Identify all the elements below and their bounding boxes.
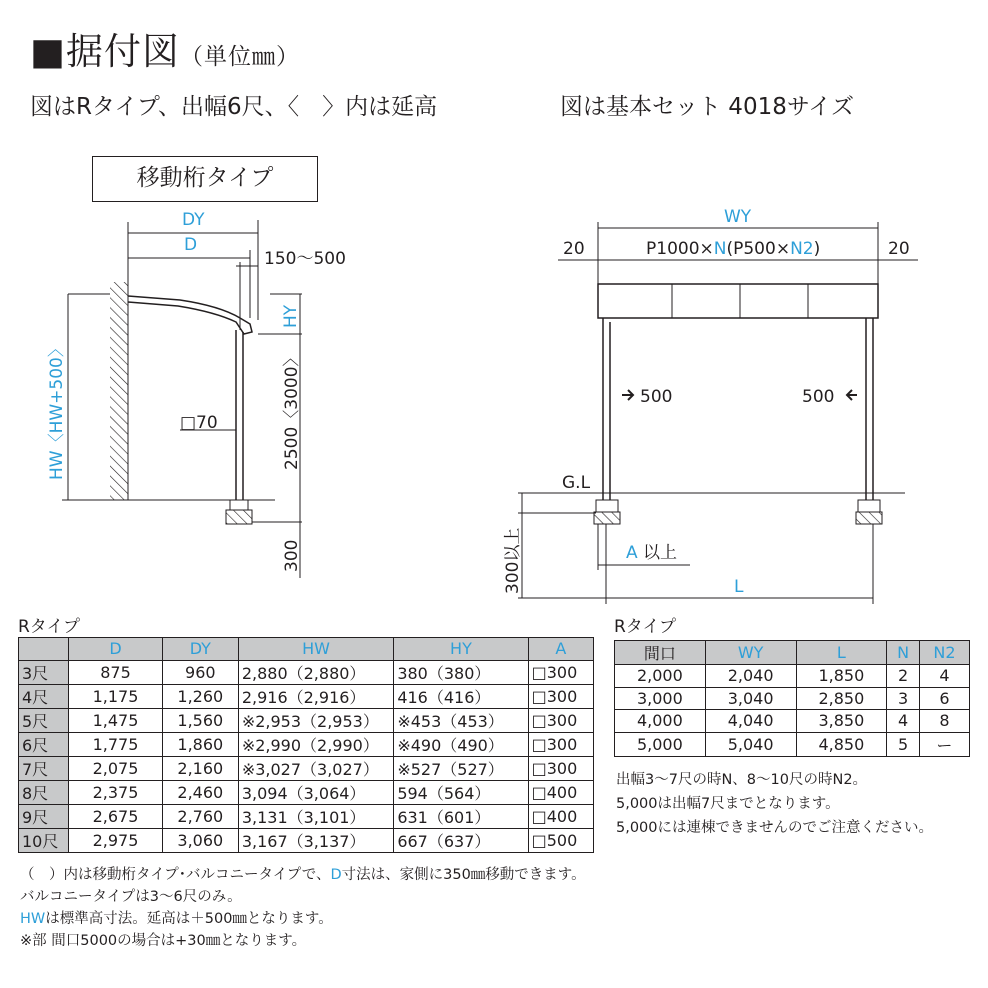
roof-panel	[598, 284, 878, 318]
post-label: □70	[180, 413, 218, 433]
table-cell: 380（380）	[394, 660, 528, 684]
row-label: 4尺	[19, 684, 69, 708]
table-cell: 3,060	[162, 828, 238, 852]
table-cell: ※490（490）	[394, 732, 528, 756]
hw-label: HW〈HW+500〉	[47, 340, 67, 480]
table-cell: 4,000	[615, 710, 706, 733]
table-row	[615, 710, 970, 733]
table2-caption: Rタイプ	[614, 617, 676, 637]
table-cell: 1,260	[162, 684, 238, 708]
table-header-cell: L	[796, 641, 887, 665]
table-cell: 2,850	[796, 687, 887, 710]
note-right-2: 5,000は出幅7尺までとなります。	[616, 796, 840, 812]
table-row	[19, 780, 594, 804]
subtitle-left: 図はRタイプ、出幅6尺、〈 〉内は延高	[30, 94, 438, 120]
table-cell: ※527（527）	[394, 756, 528, 780]
roof-profile	[128, 296, 252, 334]
table-cell: □300	[528, 732, 593, 756]
table-header-cell: N	[887, 641, 920, 665]
range-label: 150〜500	[264, 249, 346, 269]
table-cell: 5,000	[615, 732, 706, 756]
table-cell: 3,167（3,137）	[238, 828, 394, 852]
table-cell: 2,460	[162, 780, 238, 804]
table-row	[19, 828, 594, 852]
arrow-left-value: 500	[640, 387, 673, 407]
foundation	[226, 510, 252, 524]
note-left-4: ※部 間口5000の場合は+30㎜となります。	[20, 933, 307, 949]
note-right-1: 出幅3〜7尺の時N、8〜10尺の時N2。	[616, 772, 868, 788]
table-cell: □300	[528, 708, 593, 732]
a-label: A 以上	[626, 543, 678, 563]
depth-label: 300以上	[503, 527, 523, 594]
table-header-cell: 間口	[615, 641, 706, 665]
table-cell: 8	[919, 710, 969, 733]
table-cell: 2,916（2,916）	[238, 684, 394, 708]
table-header-cell: HW	[238, 638, 394, 661]
base-label: 300	[282, 539, 302, 572]
table-cell: 2,000	[615, 665, 706, 688]
dy-label: DY	[182, 210, 205, 230]
table-cell: 2,675	[69, 804, 163, 828]
table-cell: 1,860	[162, 732, 238, 756]
d-label: D	[184, 235, 198, 255]
table-header-cell: WY	[705, 641, 796, 665]
table-cell: ※2,953（2,953）	[238, 708, 394, 732]
wall-hatch	[110, 282, 128, 500]
table-header-cell: D	[69, 638, 163, 661]
right-20-label: 20	[888, 239, 910, 259]
table-cell: 3,850	[796, 710, 887, 733]
table-cell: 4	[919, 665, 969, 688]
table-cell: 631（601）	[394, 804, 528, 828]
hy-label: HY	[281, 304, 301, 328]
table-header-row	[19, 638, 594, 661]
table-cell: 2,975	[69, 828, 163, 852]
table-cell: 5,040	[705, 732, 796, 756]
table-cell: □300	[528, 756, 593, 780]
table-header-cell: A	[528, 638, 593, 661]
note-left-3: HWは標準高寸法。延高は＋500㎜となります。	[20, 911, 333, 927]
row-label: 9尺	[19, 804, 69, 828]
table-cell: 875	[69, 660, 163, 684]
title-text: ■据付図	[30, 30, 180, 73]
table-cell: 594（564）	[394, 780, 528, 804]
table-cell: ※3,027（3,027）	[238, 756, 394, 780]
table-header-cell: HY	[394, 638, 528, 661]
table-cell: 4,040	[705, 710, 796, 733]
r-type-size-table	[18, 637, 594, 853]
table-row	[19, 660, 594, 684]
arrow-right-icon	[622, 390, 633, 400]
title-unit: （単位㎜）	[179, 44, 300, 70]
arrow-right-value: 500	[802, 387, 835, 407]
row-label: 7尺	[19, 756, 69, 780]
row-label: 5尺	[19, 708, 69, 732]
table-cell: 2,375	[69, 780, 163, 804]
table-cell: 1,560	[162, 708, 238, 732]
table-cell: 416（416）	[394, 684, 528, 708]
front-left-foot	[596, 500, 618, 512]
front-right-foot	[858, 500, 880, 512]
note-left-1: （ ）内は移動桁タイプ･バルコニータイプで、D寸法は、家側に350㎜移動できます。	[20, 867, 586, 883]
table-row	[19, 732, 594, 756]
row-label: 8尺	[19, 780, 69, 804]
table1-caption: Rタイプ	[18, 617, 80, 637]
arrow-left-icon	[847, 390, 857, 400]
subtitle-right: 図は基本セット 4018サイズ	[560, 94, 855, 120]
table-row	[19, 804, 594, 828]
table-cell: 3,040	[705, 687, 796, 710]
table-header-cell: DY	[162, 638, 238, 661]
note-left-2: バルコニータイプは3〜6尺のみ。	[20, 889, 242, 905]
table-cell: 1,775	[69, 732, 163, 756]
table-cell: ※453（453）	[394, 708, 528, 732]
table-row	[19, 708, 594, 732]
row-label: 6尺	[19, 732, 69, 756]
table-cell: 667（637）	[394, 828, 528, 852]
table-cell: 1,175	[69, 684, 163, 708]
post-foot	[230, 500, 248, 510]
table-row	[615, 732, 970, 756]
r-type-width-table	[614, 640, 970, 757]
table-row	[19, 684, 594, 708]
left-20-label: 20	[563, 239, 585, 259]
table-header-row	[615, 641, 970, 665]
gl-label: G.L	[562, 473, 591, 493]
note-right-3: 5,000には連棟できませんのでご注意ください。	[616, 820, 934, 836]
table-cell: □300	[528, 660, 593, 684]
front-view	[518, 222, 918, 604]
table-cell: □400	[528, 780, 593, 804]
table-header-cell: N2	[919, 641, 969, 665]
side-view	[62, 220, 302, 578]
table-header-cell	[19, 638, 69, 661]
wy-label: WY	[724, 207, 752, 227]
table-cell: 2,075	[69, 756, 163, 780]
table-cell: 1,475	[69, 708, 163, 732]
table-cell: 4	[887, 710, 920, 733]
table-cell: 3,131（3,101）	[238, 804, 394, 828]
type-label-box: 移動桁タイプ	[92, 156, 318, 202]
row-label: 3尺	[19, 660, 69, 684]
table-cell: 3,094（3,064）	[238, 780, 394, 804]
table-cell: 5	[887, 732, 920, 756]
table-cell: □400	[528, 804, 593, 828]
row-label: 10尺	[19, 828, 69, 852]
pitch-label: P1000×N(P500×N2)	[646, 239, 821, 259]
table-cell: 4,850	[796, 732, 887, 756]
table-cell: 2,160	[162, 756, 238, 780]
table-cell: 6	[919, 687, 969, 710]
table-cell: 3,000	[615, 687, 706, 710]
table-row	[615, 687, 970, 710]
height-label: 2500〈3000〉	[282, 349, 302, 470]
table-cell: 2	[887, 665, 920, 688]
table-cell: 1,850	[796, 665, 887, 688]
table-cell: □300	[528, 684, 593, 708]
table-cell: 2,040	[705, 665, 796, 688]
table-cell: 3	[887, 687, 920, 710]
table-cell: ※2,990（2,990）	[238, 732, 394, 756]
table-row	[615, 665, 970, 688]
l-label: L	[734, 577, 744, 597]
table-cell: 2,760	[162, 804, 238, 828]
table-cell: 2,880（2,880）	[238, 660, 394, 684]
table-cell: 960	[162, 660, 238, 684]
table-cell: ー	[919, 732, 969, 756]
table-row	[19, 756, 594, 780]
table-cell: □500	[528, 828, 593, 852]
